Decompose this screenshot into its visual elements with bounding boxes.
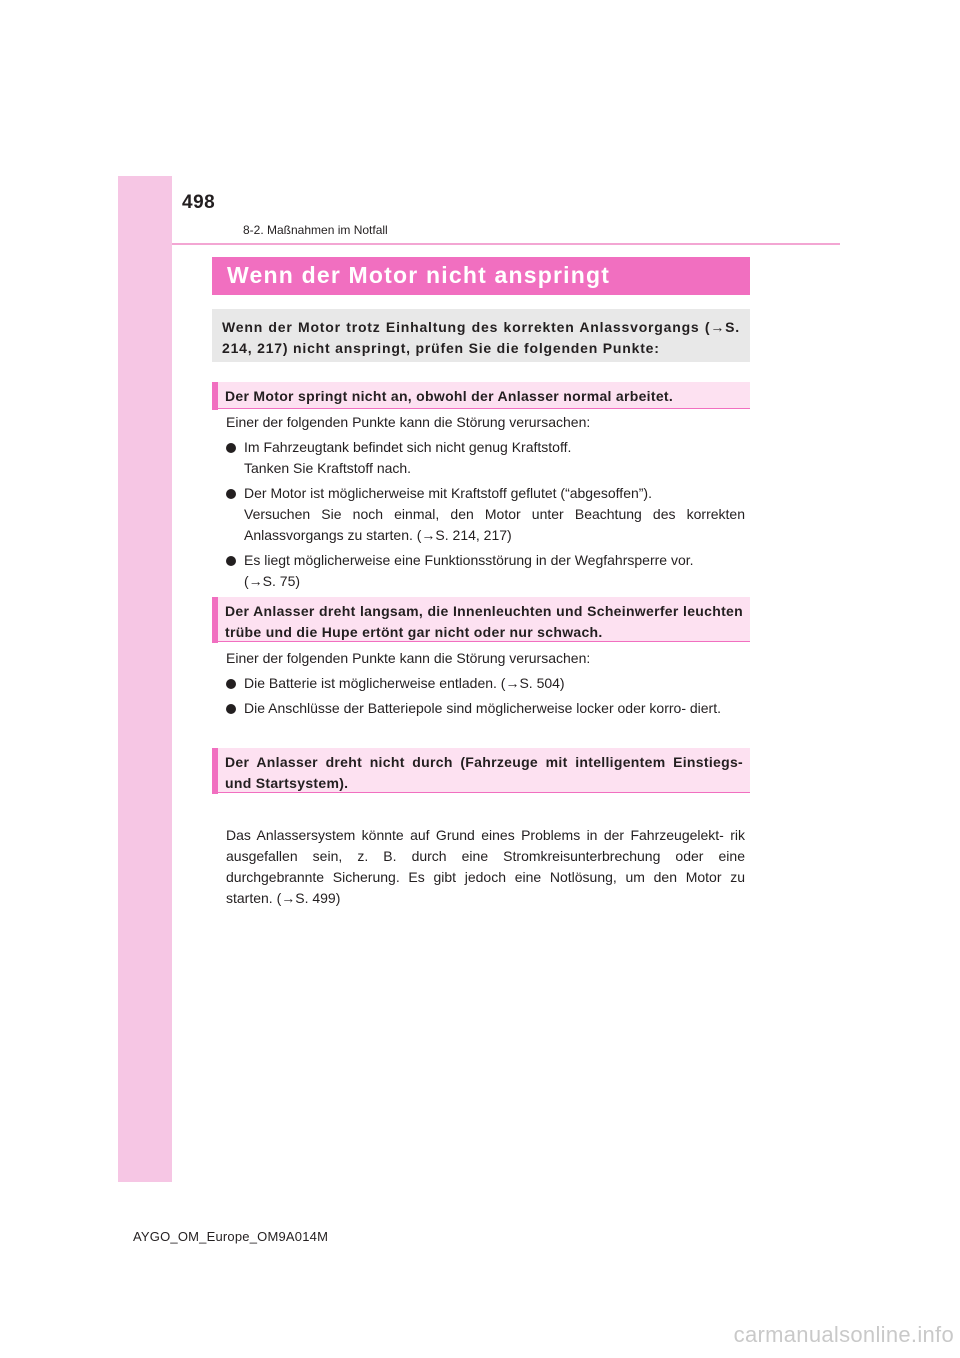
subheading-text: Der Anlasser dreht langsam, die Innenleuchten und Scheinwerfer leuchten trübe und die Hupe ertönt gar nicht oder nur schwach. (225, 603, 743, 640)
section-body-starter-normal (226, 412, 745, 596)
page-number: 498 (182, 192, 216, 213)
list-item-text: Es liegt möglicherweise eine Funktionsstörung in der Wegfahrsperre vor. (244, 552, 694, 568)
subheading-starter-slow (212, 597, 750, 642)
list-item-detail: Tanken Sie Kraftstoff nach. (244, 460, 412, 476)
section-body-starter-not-turning (226, 825, 745, 909)
page-title: Wenn der Motor nicht anspringt (227, 262, 611, 288)
lead-text: Einer der folgenden Punkte kann die Störung verursachen: (226, 414, 591, 430)
section-reference: 8-2. Maßnahmen im Notfall (243, 223, 388, 237)
bullet-icon (226, 443, 236, 453)
list-item (226, 437, 745, 479)
intro-text: Wenn der Motor trotz Einhaltung des korrekten Anlassvorgangs (→S. 214, 217) nicht anspringt, prüfen Sie die folgenden Punkte: (222, 319, 740, 356)
bullet-icon (226, 704, 236, 714)
list-item-text: Die Anschlüsse der Batteriepole sind möglicherweise locker oder korro- diert. (244, 700, 721, 716)
subheading-starter-normal (212, 382, 750, 409)
header-divider (172, 243, 840, 245)
subheading-text: Der Anlasser dreht nicht durch (Fahrzeuge mit intelligentem Einstiegs- und Startsystem). (225, 754, 743, 791)
bullet-icon (226, 556, 236, 566)
bullet-icon (226, 679, 236, 689)
list-item (226, 698, 745, 719)
bullet-icon (226, 489, 236, 499)
body-text: Das Anlassersystem könnte auf Grund eines Problems in der Fahrzeugelekt- rik ausgefallen sein, z. B. durch eine Stromkreisunterbrechung oder eine durchgebrannte Sicherung. Es gibt jedoch eine Notlösung, um den Motor zu starten. (→S. 499) (226, 827, 745, 906)
chapter-side-tab (118, 176, 172, 1182)
subheading-starter-not-turning (212, 748, 750, 793)
lead-text: Einer der folgenden Punkte kann die Störung verursachen: (226, 650, 591, 666)
list-item (226, 673, 745, 694)
list-item-text: Die Batterie ist möglicherweise entladen. (→S. 504) (244, 675, 565, 691)
list-item-detail: (→S. 75) (244, 573, 301, 589)
page-title-bar (212, 257, 750, 295)
list-item-detail: Versuchen Sie noch einmal, den Motor unter Beachtung des korrekten Anlassvorgangs zu starten. (→S. 214, 217) (244, 506, 745, 543)
watermark: carmanualsonline.info (733, 1322, 954, 1347)
list-item-text: Im Fahrzeugtank befindet sich nicht genug Kraftstoff. (244, 439, 572, 455)
footer-document-code: AYGO_OM_Europe_OM9A014M (133, 1229, 329, 1244)
list-item (226, 483, 745, 546)
list-item-text: Der Motor ist möglicherweise mit Kraftstoff geflutet (“abgesoffen”). (244, 485, 652, 501)
subheading-text: Der Motor springt nicht an, obwohl der Anlasser normal arbeitet. (225, 388, 674, 404)
intro-box (212, 309, 750, 362)
list-item (226, 550, 745, 592)
section-body-starter-slow (226, 648, 745, 723)
